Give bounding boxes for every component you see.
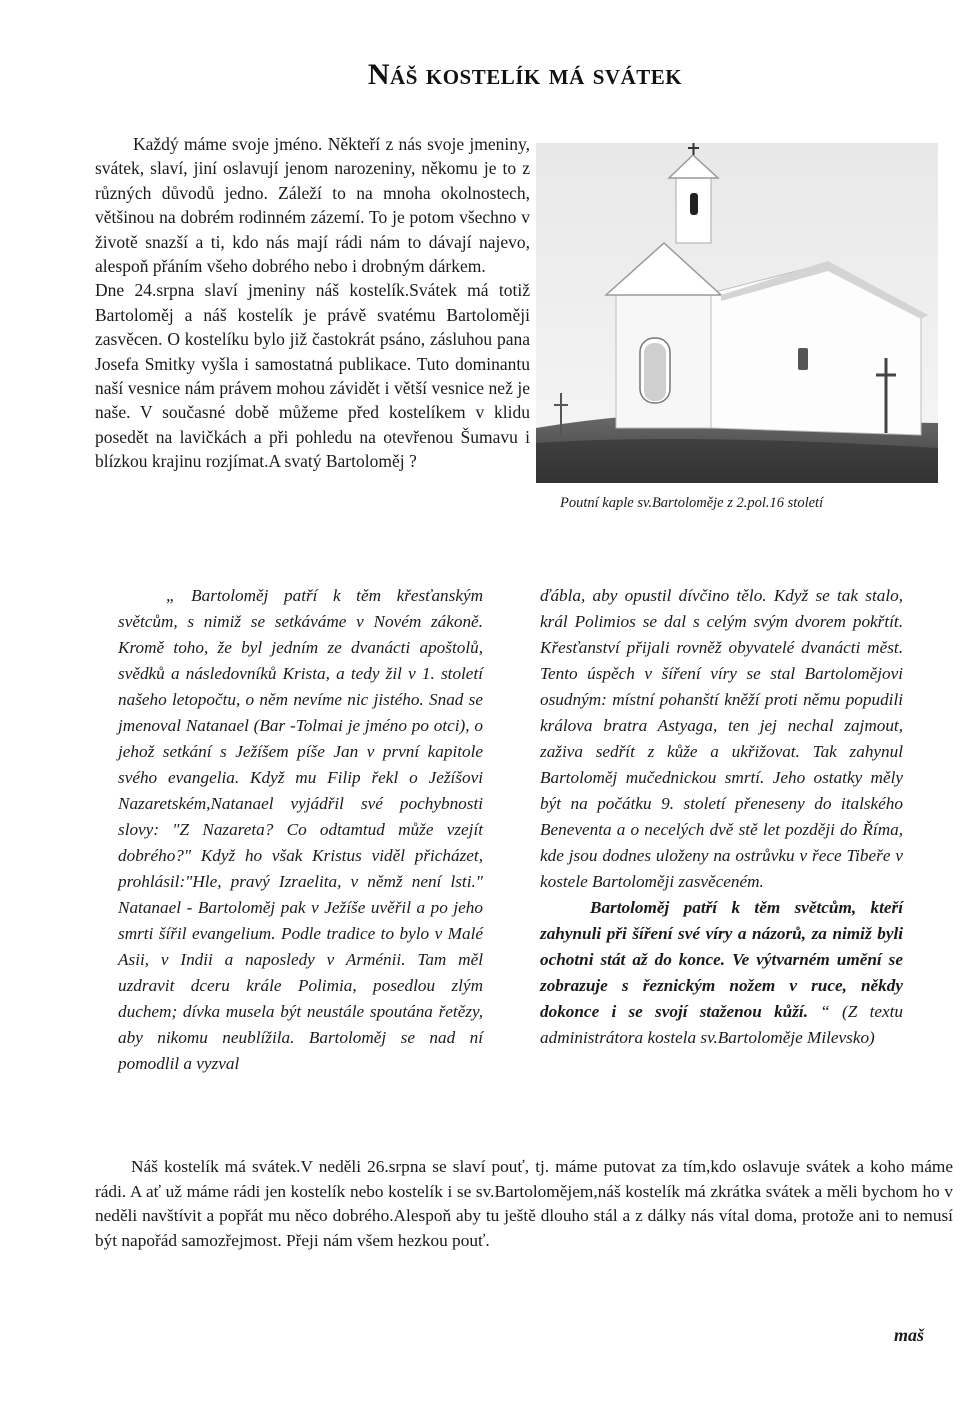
article-title: Náš kostelík má svátek xyxy=(367,58,683,91)
quote-left-text: „ Bartoloměj patří k těm křesťanským světcům, s nimiž se setkáváme v Novém zákoně. Kromě toho, že byl jedním ze dvanácti apoštolů, svědků a následovníků Krista, a tedy žil v 1. století našeho letopočtu, o něm nevíme nic jistého. Snad se jmenoval Natanael (Bar -Tolmai je jméno po otci), o jehož setkání s Ježíšem píše Jan v první kapitole svého evangelia. Když mu Filip řekl o Ježíšovi Nazaretském,Natanael vyjádřil své pochybnosti slovy: "Z Nazareta? Co odtamtud může vzejít dobrého?" Když ho však Kristus viděl přicházet, prohlásil:"Hle, pravý Izraelita, v němž není lsti." Natanael - Bartoloměj pak v Ježíše uvěřil a po jeho smrti šířil evangelium. Podle tradice to bylo v Malé Asii, v Indii a naposledy v Arménii. Tam měl uzdravit dceru krále Polimia, posedlou zlým duchem; dívka musela být neustále spoutána řetězy, aby nikomu neublížila. Bartoloměj se nad ní pomodlil a vyzval xyxy=(118,586,483,1073)
quote-column-right xyxy=(540,583,903,1051)
closing-text xyxy=(95,1155,953,1253)
quote-right-source: “ (Z textu administrátora kostela sv.Bartoloměje Milevsko) xyxy=(540,1002,903,1047)
intro-text xyxy=(95,132,530,474)
photo-caption: Poutní kaple sv.Bartoloměje z 2.pol.16 století xyxy=(560,495,824,511)
intro-paragraph-1: Každý máme svoje jméno. Někteří z nás svoje jmeniny, svátek, slaví, jiní oslavují jenom narozeniny, někomu je to z různých důvodů jedno. Záleží to na mnoha okolnostech, většinou na dobrém rodinném zázemí. To je potom všechno v životě snazší a ti, kdo nás mají rádi nám to dávají najevo, alespoň přáním všeho dobrého nebo i drobným dárkem. xyxy=(95,134,530,277)
author-signature: maš xyxy=(893,1325,924,1345)
intro-paragraph-2: Dne 24.srpna slaví jmeniny náš kostelík.Svátek má totiž Bartoloměj a náš kostelík je právě svatému Bartoloměji zasvěcen. O kostelíku bylo již častokrát psáno, zásluhou pana Josefa Smitky vyšla i samostatná publikace. Tuto dominantu naší vesnice nám právem mohou závidět i větší vesnice než je naše. V současné době můžeme před kostelíkem v klidu posedět na lavičkách a při pohledu na otevřenou Šumavu i blízkou krajinu rozjímat.A svatý Bartoloměj ? xyxy=(95,280,530,472)
chapel-photo-image xyxy=(536,143,938,483)
closing-paragraph: Náš kostelík má svátek.V neděli 26.srpna se slaví pouť, tj. máme putovat za tím,kdo oslavuje svátek a koho máme rádi. A ať už máme rádi jen kostelík nebo kostelík i se sv.Bartolomějem,náš kostelík má zkrátka svátek a měli bychom ho v neděli navštívit a popřát mu něco dobrého.Alespoň aby tu ještě dlouho stál a z dálky nás vítal doma, protože ani to nemusí být napořád samozřejmost. Přeji nám všem hezkou pouť. xyxy=(95,1157,953,1250)
quote-right-text: ďábla, aby opustil dívčino tělo. Když se tak stalo, král Polimios se dal s celým svým dvorem pokřtít. Křesťanství přijali rovněž obyvatelé dvanácti měst. Tento úspěch v šíření víry se stal Bartolomějovi osudným: místní pohanští kněží proti němu popudili králova bratra Astyaga, ten jej nechal zajmout, zaživa sedřít z kůže a ukřižovat. Tak zahynul Bartoloměj mučednickou smrtí. Jeho ostatky měly být na počátku 9. století přeneseny do italského Beneventa a o necelých dvě stě let později do Říma, kde jsou dodnes uloženy na ostrůvku v řece Tibeře v kostele Bartoloměji zasvěceném. xyxy=(540,586,903,891)
quote-column-left xyxy=(118,583,483,1077)
quote-right-bold: Bartoloměj patří k těm světcům, kteří zahynuli při šíření své víry a názorů, za nimiž byli ochotni stát až do konce. Ve výtvarném umění se zobrazuje s řeznickým nožem v ruce, někdy dokonce i se svojí staženou kůží. xyxy=(540,898,903,1021)
quote-right-closing xyxy=(540,895,903,1051)
chapel-photo xyxy=(536,143,938,483)
